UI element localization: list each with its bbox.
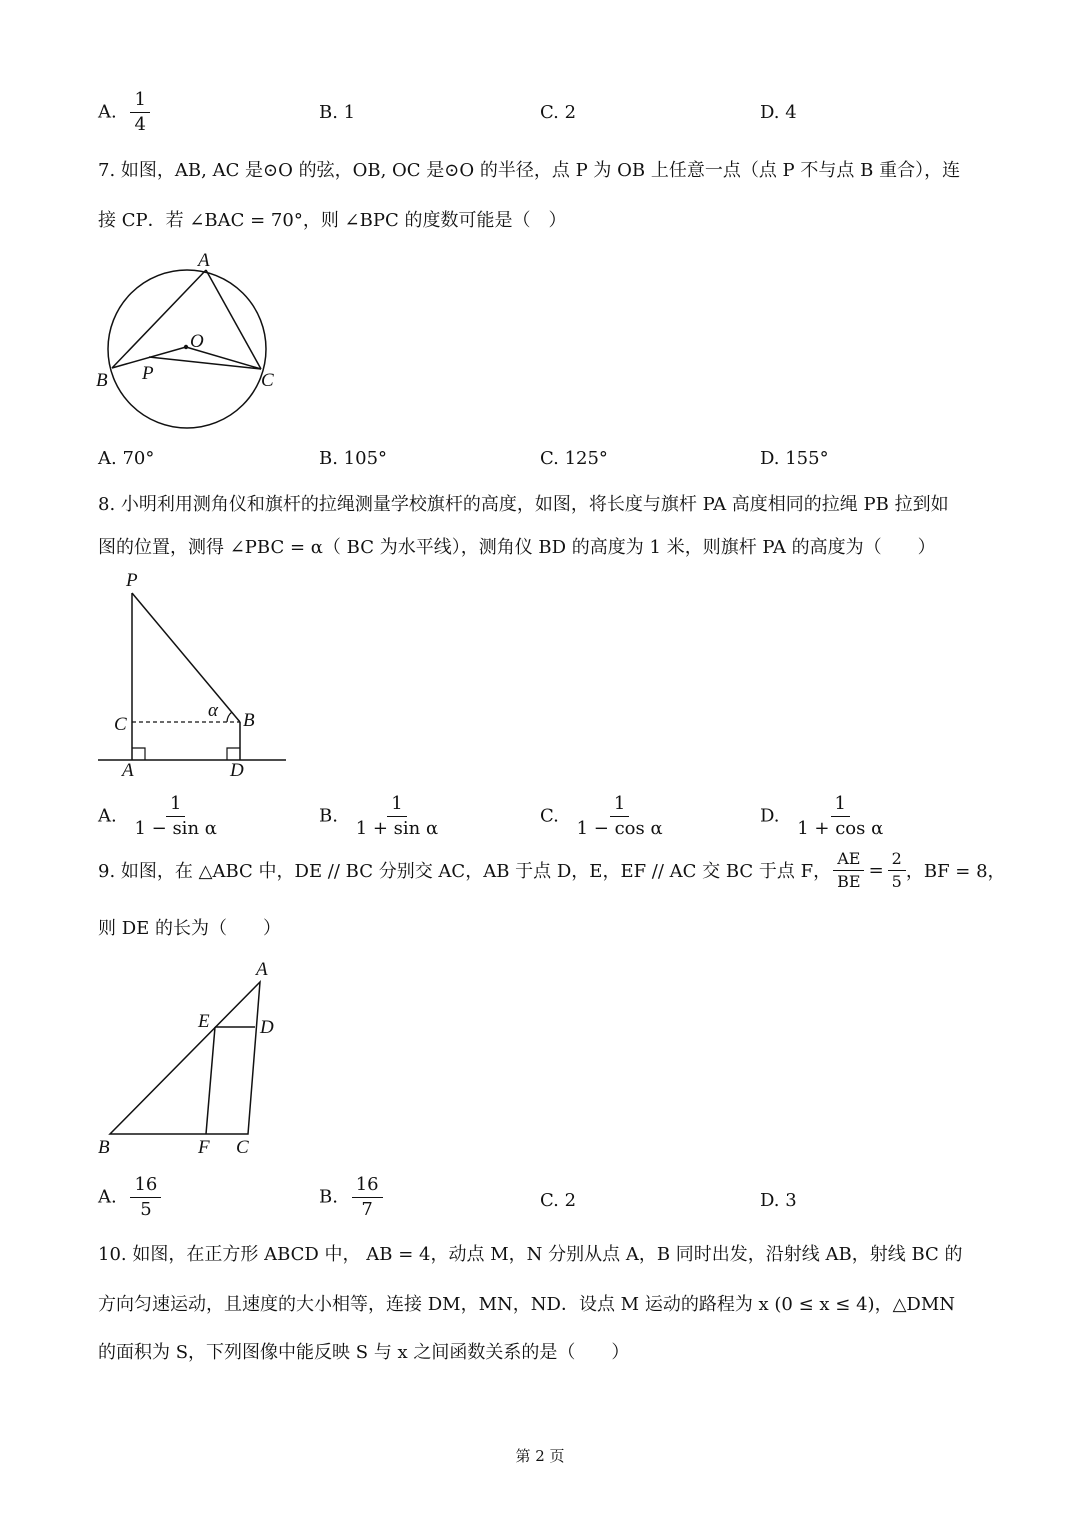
- label-c: C: [236, 1137, 249, 1158]
- triangle-abc: [110, 982, 260, 1134]
- numerator: 16: [352, 1175, 383, 1198]
- q7-option-c[interactable]: C. 125°: [540, 448, 608, 469]
- q9-text-post: ，BF = 8，: [905, 861, 1006, 883]
- label-a: A: [256, 959, 268, 980]
- q7-circle-figure: [90, 245, 290, 430]
- label-c: C: [114, 714, 127, 735]
- chord-ab: [112, 270, 206, 368]
- q8-question-line-2: 图的位置，测得 ∠PBC = α（ BC 为水平线），测角仪 BD 的高度为 1 米，则旗杆 PA 的高度为（ ）: [98, 537, 936, 558]
- q7-option-d[interactable]: D. 155°: [760, 448, 829, 469]
- label-e: E: [198, 1011, 210, 1032]
- center-dot: [184, 345, 188, 349]
- equals-sign: =: [868, 859, 884, 881]
- fraction: [130, 1175, 161, 1220]
- q9-option-c[interactable]: C. 2: [540, 1190, 577, 1211]
- right-angle-d: [227, 748, 240, 760]
- label-p: P: [142, 363, 154, 384]
- fraction: [130, 90, 149, 135]
- label-o: O: [190, 331, 204, 352]
- numerator: 1: [831, 794, 850, 817]
- q7-option-a[interactable]: A. 70°: [98, 448, 155, 469]
- label-b: B: [98, 1137, 110, 1158]
- label-d: D: [260, 1017, 274, 1038]
- option-label: B.: [319, 1186, 338, 1208]
- angle-alpha-arc: [227, 712, 232, 722]
- q7-question-line-2: 接 CP．若 ∠BAC = 70°，则 ∠BPC 的度数可能是（ ）: [98, 210, 567, 231]
- option-label: D.: [760, 805, 780, 827]
- numerator: 1: [387, 794, 406, 817]
- fraction: [352, 1175, 383, 1220]
- label-b: B: [96, 370, 108, 391]
- fraction: [352, 794, 442, 839]
- q9-option-a[interactable]: [98, 1175, 161, 1220]
- numerator: 1: [610, 794, 629, 817]
- q9-triangle-figure: [90, 955, 300, 1165]
- label-d: D: [230, 760, 244, 781]
- fraction: [793, 794, 887, 839]
- denominator: 1 + cos α: [797, 817, 884, 839]
- q9-question-line-2: 则 DE 的长为（ ）: [98, 918, 282, 939]
- q8-question-line-1: 8. 小明利用测角仪和旗杆的拉绳测量学校旗杆的高度，如图，将长度与旗杆 PA 高度相同的拉绳 PB 拉到如: [98, 494, 949, 515]
- q7-question-line-1: 7. 如图，AB, AC 是⊙O 的弦，OB, OC 是⊙O 的半径，点 P 为 OB 上任意一点（点 P 不与点 B 重合），连: [98, 160, 961, 181]
- right-angle-a: [132, 748, 145, 760]
- denominator: 4: [134, 113, 146, 135]
- label-p: P: [126, 570, 138, 591]
- fraction: [130, 794, 220, 839]
- denominator: 1 − sin α: [134, 817, 217, 839]
- rope-pb: [132, 593, 240, 722]
- q7-option-b[interactable]: B. 105°: [319, 448, 388, 469]
- q6-option-c[interactable]: C. 2: [540, 102, 577, 123]
- label-c: C: [261, 370, 274, 391]
- numerator: 2: [888, 850, 906, 871]
- circle-o: [108, 270, 266, 428]
- option-label: C.: [540, 805, 559, 827]
- q6-option-b[interactable]: B. 1: [319, 102, 356, 123]
- numerator: AE: [833, 850, 864, 871]
- option-label: B.: [319, 805, 338, 827]
- q6-option-d[interactable]: D. 4: [760, 102, 797, 123]
- numerator: 1: [166, 794, 185, 817]
- label-a: A: [122, 760, 134, 781]
- denominator: 7: [361, 1198, 373, 1220]
- denominator: 5: [140, 1198, 152, 1220]
- denominator: 1 − cos α: [576, 817, 663, 839]
- page-number: 第 2 页: [515, 1447, 565, 1465]
- q8-option-a[interactable]: [98, 794, 221, 839]
- q9-text-pre: 9. 如图，在 △ABC 中，DE // BC 分别交 AC，AB 于点 D，E，EF // AC 交 BC 于点 F，: [98, 861, 832, 883]
- q8-option-b[interactable]: [319, 794, 442, 839]
- q9-option-b[interactable]: [319, 1175, 383, 1220]
- denominator: 1 + sin α: [355, 817, 439, 839]
- denominator: BE: [837, 871, 861, 891]
- label-a: A: [198, 250, 210, 271]
- q10-question-line-2: 方向匀速运动，且速度的大小相等，连接 DM，MN，ND．设点 M 运动的路程为 x (0 ≤ x ≤ 4)，△DMN: [98, 1294, 956, 1315]
- q6-option-a[interactable]: [98, 90, 150, 135]
- segment-pc: [149, 357, 261, 369]
- numerator: 1: [130, 90, 149, 113]
- denominator: 5: [891, 871, 902, 891]
- q8-flagpole-figure: [90, 568, 300, 783]
- ratio-fraction: [833, 850, 864, 890]
- segment-ef: [206, 1027, 215, 1134]
- q10-question-line-3: 的面积为 S，下列图像中能反映 S 与 x 之间函数关系的是（ ）: [98, 1342, 630, 1363]
- q8-option-c[interactable]: [540, 794, 667, 839]
- q8-option-d[interactable]: [760, 794, 887, 839]
- option-label: A.: [98, 1186, 117, 1208]
- label-alpha: α: [208, 700, 218, 721]
- q9-option-d[interactable]: D. 3: [760, 1190, 797, 1211]
- option-label: A.: [98, 805, 117, 827]
- q10-question-line-1: 10. 如图，在正方形 ABCD 中， AB = 4，动点 M，N 分别从点 A，B 同时出发，沿射线 AB，射线 BC 的: [98, 1244, 963, 1265]
- q9-question-line-1: [98, 850, 1006, 890]
- numerator: 16: [130, 1175, 161, 1198]
- label-f: F: [198, 1137, 210, 1158]
- fraction: [573, 794, 667, 839]
- value-fraction: [888, 850, 906, 890]
- label-b: B: [243, 710, 255, 731]
- option-label: A.: [98, 101, 117, 123]
